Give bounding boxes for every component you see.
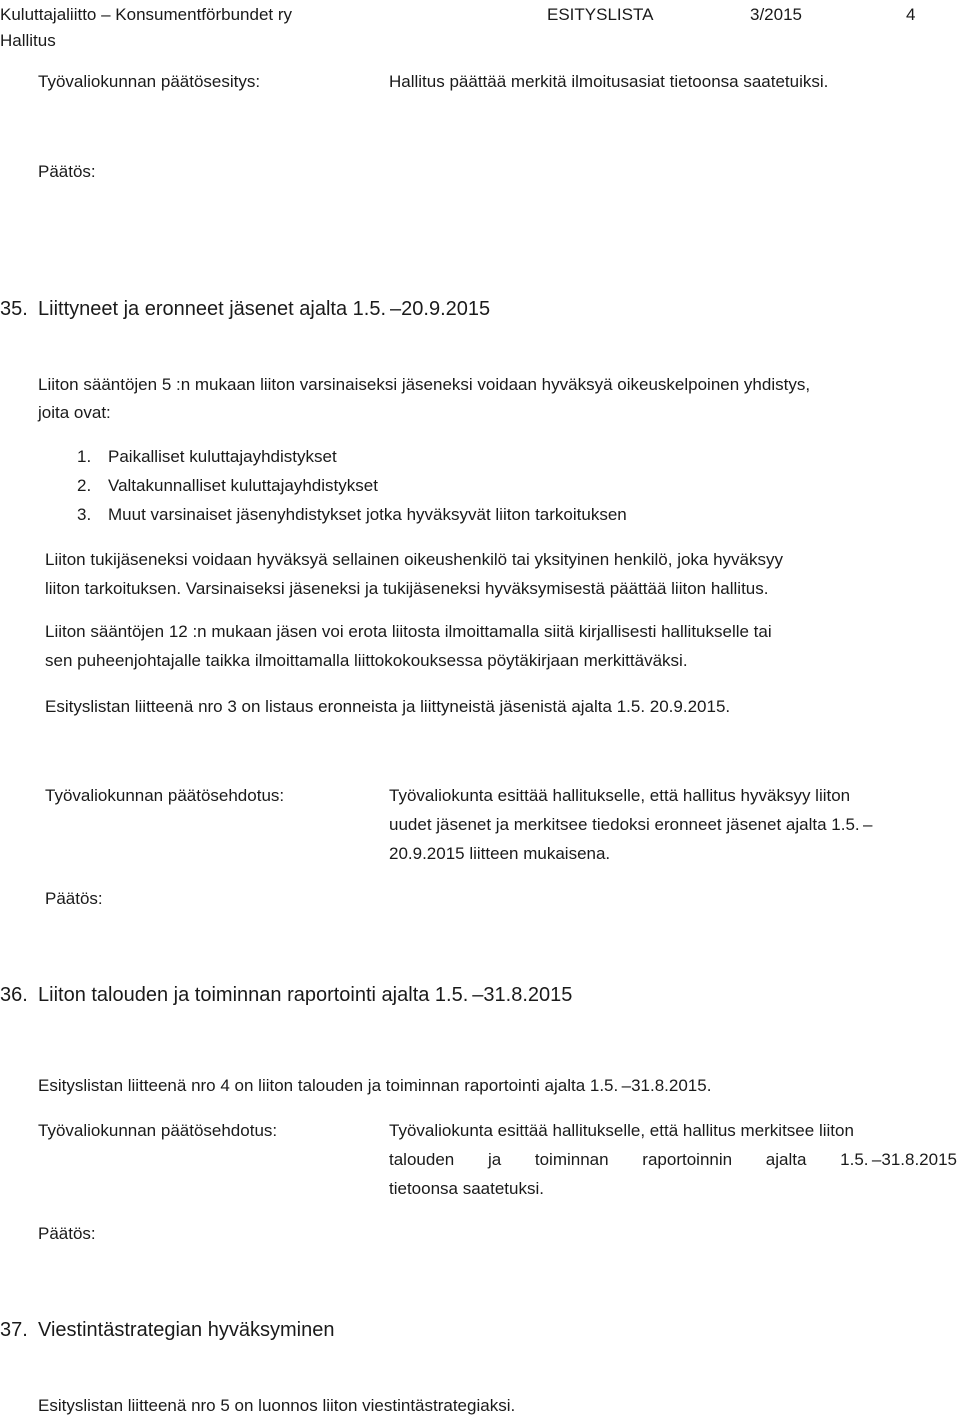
item37-number: 37. [0,1319,28,1341]
item35-proposal-line1: Työvaliokunta esittää hallitukselle, että hallitus hyväksyy liiton [389,786,851,805]
header-doc-type: ESITYSLISTA [547,5,654,24]
item35-para3-line1: Liiton sääntöjen 12 :n mukaan jäsen voi erota liitosta ilmoittamalla siitä kirjallisesti hallitukselle tai [45,622,772,641]
header-org: Kuluttajaliitto – Konsumentförbundet ry [0,5,293,24]
item36-title: Liiton talouden ja toiminnan raportointi ajalta 1.5. –31.8.2015 [38,984,573,1006]
item37-para1: Esityslistan liitteenä nro 5 on luonnos liiton viestintästrategiaksi. [38,1396,516,1415]
item35-para3-line2: sen puheenjohtajalle taikka ilmoittamalla liittokokouksessa pöytäkirjaan merkittäväksi. [45,651,688,670]
list-item-number: 3. [77,505,92,524]
item36-proposal-line3: tietoonsa saatetuksi. [389,1179,544,1198]
prev-proposal-text: Hallitus päättää merkitä ilmoitusasiat tietoonsa saatetuiksi. [389,72,829,91]
item35-proposal-line3: 20.9.2015 liitteen mukaisena. [389,844,611,863]
prev-proposal-label: Työvaliokunnan päätösesitys: [38,72,261,91]
item36-proposal-line2: talouden ja toiminnan raportoinnin ajalta 1.5. –31.8.2015 [389,1150,957,1169]
item35-para2-line2: liiton tarkoituksen. Varsinaiseksi jäseneksi ja tukijäseneksi hyväksymisestä päättää liiton hallitus. [45,579,769,598]
item35-decision-label: Päätös: [45,889,103,908]
item36-decision-label: Päätös: [38,1224,96,1243]
item35-para1-line2: joita ovat: [38,403,111,422]
item36-number: 36. [0,984,28,1006]
item37-title: Viestintästrategian hyväksyminen [38,1319,335,1341]
item36-para1: Esityslistan liitteenä nro 4 on liiton talouden ja toiminnan raportointi ajalta 1.5. –31.8.2015. [38,1076,712,1095]
prev-decision-label: Päätös: [38,162,96,181]
item35-title: Liittyneet ja eronneet jäsenet ajalta 1.5. –20.9.2015 [38,298,491,320]
item35-para2-line1: Liiton tukijäseneksi voidaan hyväksyä sellainen oikeushenkilö tai yksityinen henkilö, joka hyväksyy [45,550,784,569]
item35-number: 35. [0,298,28,320]
list-item-number: 1. [77,447,92,466]
item36-proposal-label: Työvaliokunnan päätösehdotus: [38,1121,278,1140]
item35-para4: Esityslistan liitteenä nro 3 on listaus eronneista ja liittyneistä jäsenistä ajalta 1.5. 20.9.2015. [45,697,731,716]
list-item: Valtakunnalliset kuluttajayhdistykset [108,476,378,495]
list-item: Paikalliset kuluttajayhdistykset [108,447,337,466]
header-page-no: 4 [906,5,916,24]
list-item: Muut varsinaiset jäsenyhdistykset jotka hyväksyvät liiton tarkoituksen [108,505,627,524]
item35-para1-line1: Liiton sääntöjen 5 :n mukaan liiton varsinaiseksi jäseneksi voidaan hyväksyä oikeuskelpoinen yhdistys, [38,375,811,394]
item36-proposal-line1: Työvaliokunta esittää hallitukselle, että hallitus merkitsee liiton [389,1121,854,1140]
item35-proposal-line2: uudet jäsenet ja merkitsee tiedoksi eronneet jäsenet ajalta 1.5. – [389,815,873,834]
header-meeting-no: 3/2015 [750,5,802,24]
list-item-number: 2. [77,476,92,495]
header-body: Hallitus [0,31,56,50]
item35-proposal-label: Työvaliokunnan päätösehdotus: [45,786,285,805]
